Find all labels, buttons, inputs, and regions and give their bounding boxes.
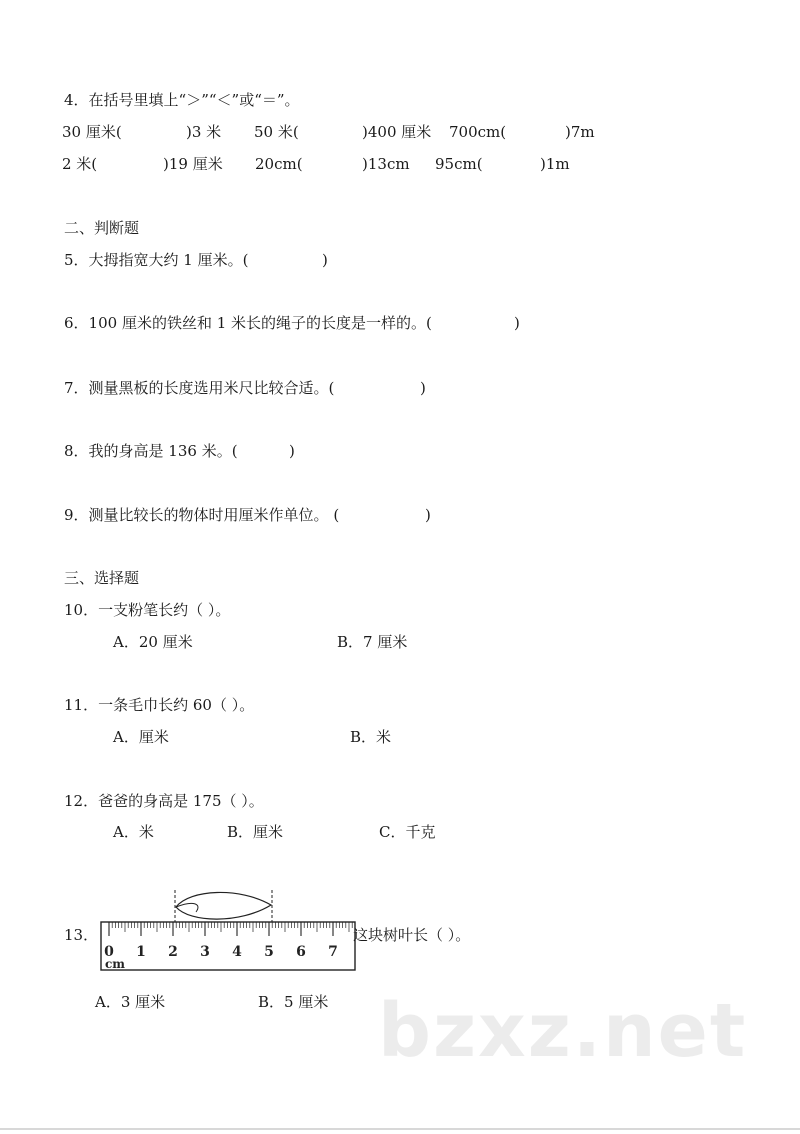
- section-title-choice: 三、选择题: [64, 569, 140, 587]
- watermark: bzxz.net: [378, 988, 748, 1074]
- judge-item: 5．大拇指宽大约 1 厘米。(: [64, 251, 249, 269]
- judge-item: 7．测量黑板的长度选用米尺比较合适。(: [64, 379, 335, 397]
- q11-option-b: B．米: [350, 728, 392, 746]
- q11-option-a: A．厘米: [113, 728, 169, 746]
- judge-item: 9．测量比较长的物体时用厘米作单位。 (: [64, 506, 340, 524]
- q4-row1-cell: )7m: [565, 123, 595, 141]
- ruler-number-label: 3: [200, 944, 210, 960]
- q12-option-b: B．厘米: [227, 823, 284, 841]
- q4-row2-cell: )13cm: [362, 155, 410, 173]
- ruler-number-label: 0: [104, 944, 114, 960]
- q12-prompt: 12．爸爸的身高是 175（ ）。: [64, 792, 264, 810]
- judge-item-close: ): [322, 251, 328, 269]
- leaf-outline: [176, 892, 271, 919]
- ruler-number-label: 1: [136, 944, 146, 960]
- judge-item-close: ): [289, 442, 295, 460]
- ruler-number-label: 5: [264, 944, 274, 960]
- q11-prompt: 11．一条毛巾长约 60（ ）。: [64, 696, 255, 714]
- q4-row2-cell: )1m: [540, 155, 570, 173]
- ruler-with-leaf-figure: [98, 886, 360, 974]
- section-title-judge: 二、判断题: [64, 219, 140, 237]
- ruler-unit-label: cm: [105, 957, 126, 971]
- q4-row1-cell: 30 厘米(: [62, 123, 122, 141]
- q4-row2-cell: )19 厘米: [163, 155, 223, 173]
- ruler-number-label: 4: [232, 944, 242, 960]
- q10-option-b: B．7 厘米: [337, 633, 408, 651]
- q4-row2-cell: 20cm(: [255, 155, 303, 173]
- q10-option-a: A．20 厘米: [113, 633, 193, 651]
- page-bottom-border: [0, 1128, 800, 1130]
- judge-item-close: ): [420, 379, 426, 397]
- ruler-number-label: 6: [296, 944, 306, 960]
- q12-option-a: A．米: [113, 823, 154, 841]
- q13-option-a: A．3 厘米: [95, 993, 166, 1011]
- judge-item-close: ): [425, 506, 431, 524]
- judge-item-close: ): [514, 314, 520, 332]
- q4-row1-cell: )3 米: [186, 123, 222, 141]
- q12-option-c: C．千克: [379, 823, 436, 841]
- q4-row1-cell: )400 厘米: [362, 123, 432, 141]
- q4-row2-cell: 95cm(: [435, 155, 483, 173]
- q13-prompt: 这块树叶长（ ）。: [353, 926, 471, 944]
- q4-prompt: 4．在括号里填上“＞”“＜”或“＝”。: [64, 91, 300, 109]
- ruler-number-label: 7: [328, 944, 338, 960]
- q13-number: 13．: [64, 926, 99, 944]
- q13-option-b: B．5 厘米: [258, 993, 329, 1011]
- judge-item: 6．100 厘米的铁丝和 1 米长的绳子的长度是一样的。(: [64, 314, 432, 332]
- ruler-number-label: 2: [168, 944, 178, 960]
- q10-prompt: 10．一支粉笔长约（ ）。: [64, 601, 231, 619]
- q4-row2-cell: 2 米(: [62, 155, 98, 173]
- judge-item: 8．我的身高是 136 米。(: [64, 442, 238, 460]
- q4-row1-cell: 700cm(: [449, 123, 507, 141]
- q4-row1-cell: 50 米(: [254, 123, 299, 141]
